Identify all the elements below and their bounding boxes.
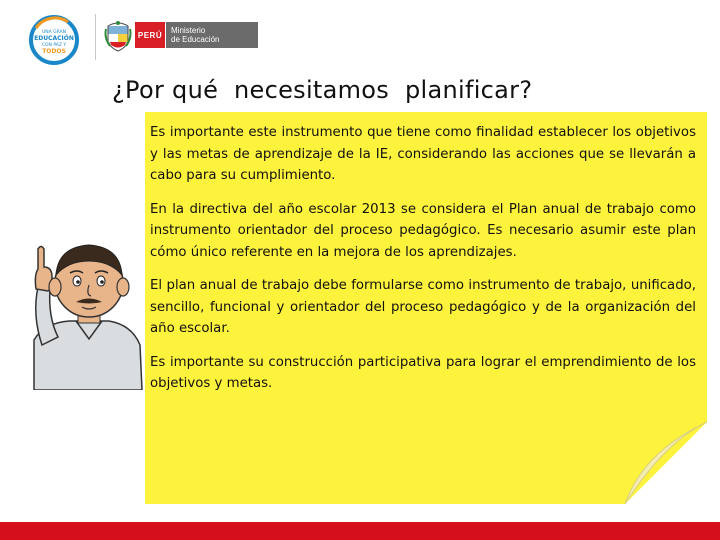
header <box>0 0 720 80</box>
ministry-line2: de Educación <box>171 35 220 44</box>
paragraph-2: En la directiva del año escolar 2013 se considera el Plan anual de trabajo como instrumento orientador del proceso pedagógico. Es necesario asumir este plan cómo único referente en la mejora de los aprendizajes. <box>150 201 696 260</box>
ministry-label <box>166 22 258 48</box>
campaign-logo-line4: TODOS <box>42 48 66 55</box>
paragraph-4: Es importante su construcción participativa para lograr el emprendimiento de los objetivos y metas. <box>150 354 696 391</box>
note-text <box>150 122 696 407</box>
campaign-logo-icon <box>28 14 80 66</box>
peru-label: PERÚ <box>135 22 165 48</box>
campaign-logo-line2: EDUCACIÓN <box>34 35 74 42</box>
campaign-logo-line3: CON PAZ Y <box>41 43 67 48</box>
header-divider <box>95 14 96 60</box>
campaign-logo-line1: UNA GRAN <box>41 30 67 35</box>
paragraph-3: El plan anual de trabajo debe formularse como instrumento de trabajo, unificado, sencillo, funcional y orientador del proceso pedagógico y de la organización del año escolar. <box>150 278 696 336</box>
paragraph-1: Es importante este instrumento que tiene como finalidad establecer los objetivos y las metas de aprendizaje de la IE, considerando las acciones que se llevarán a cabo para su cumplimiento. <box>150 125 696 183</box>
peru-coat-of-arms-icon <box>104 20 132 52</box>
ministry-line1: Ministerio <box>171 26 206 35</box>
sticky-note <box>145 112 707 504</box>
bottom-bar <box>0 522 720 540</box>
page-title: ¿Por qué necesitamos planificar? <box>112 76 533 104</box>
teacher-pointing-icon <box>14 205 154 390</box>
